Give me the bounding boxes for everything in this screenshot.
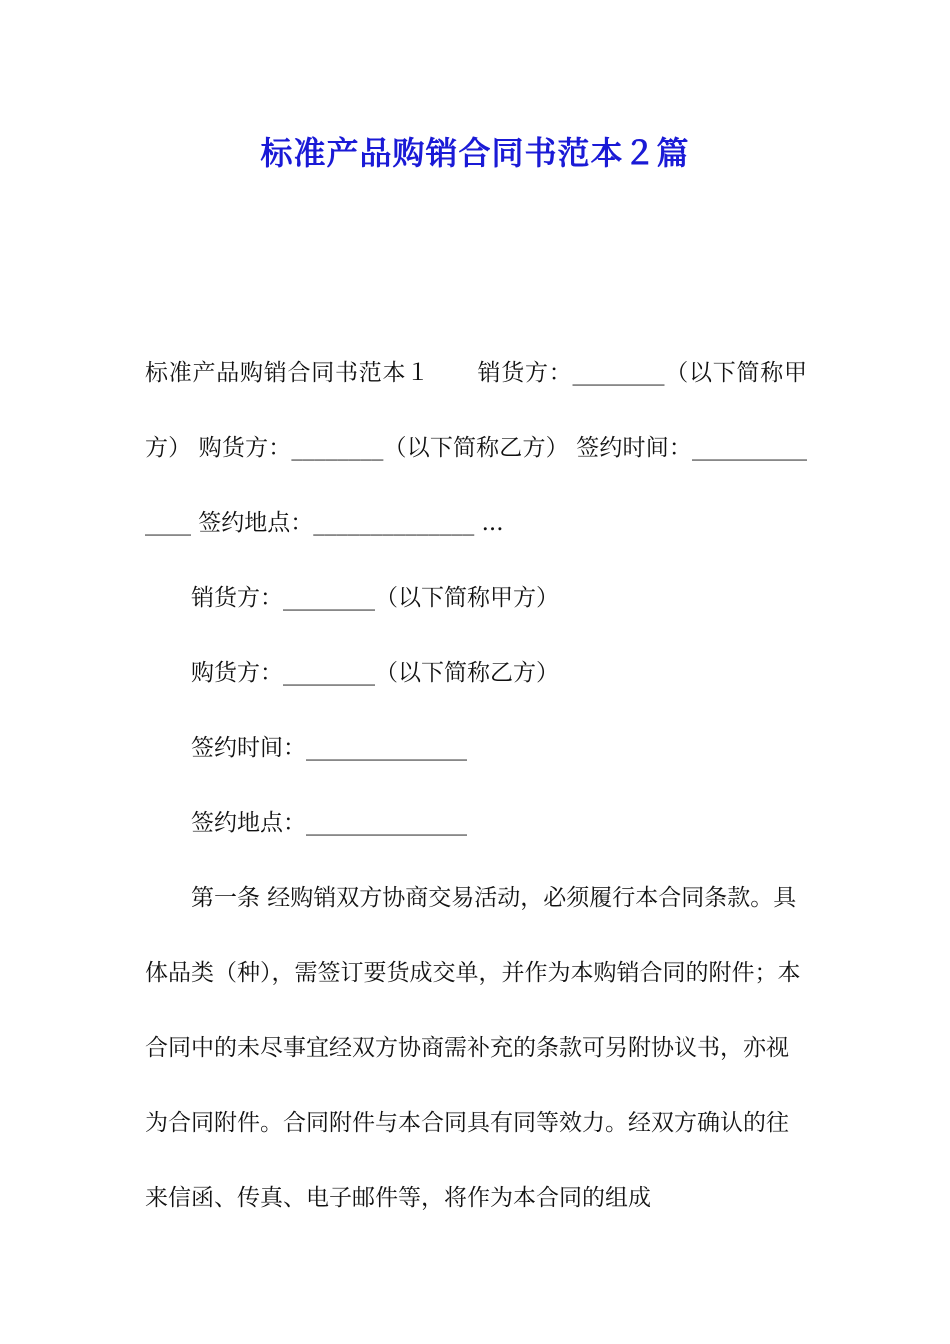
- sign-time-line: 签约时间：______________: [191, 735, 467, 761]
- document-title: 标准产品购销合同书范本２篇: [260, 134, 690, 172]
- sign-place-line: 签约地点：______________: [191, 810, 467, 836]
- buyer-line: 购货方：________（以下简称乙方）: [191, 660, 559, 686]
- intro-paragraph: 标准产品购销合同书范本１ 销货方：________（以下简称甲方） 购货方：________（以下简称乙方） 签约时间：______________ 签约地点：______________ ...: [145, 360, 807, 536]
- document-body: [145, 336, 807, 1236]
- article-1-paragraph: 第一条 经购销双方协商交易活动，必须履行本合同条款。具体品类（种），需签订要货成交单，并作为本购销合同的附件；本合同中的未尽事宜经双方协商需补充的条款可另附协议书，亦视为合同附件。合同附件与本合同具有同等效力。经双方确认的往来信函、传真、电子邮件等，将作为本合同的组成: [145, 885, 801, 1211]
- seller-line: 销货方：________（以下简称甲方）: [191, 585, 559, 611]
